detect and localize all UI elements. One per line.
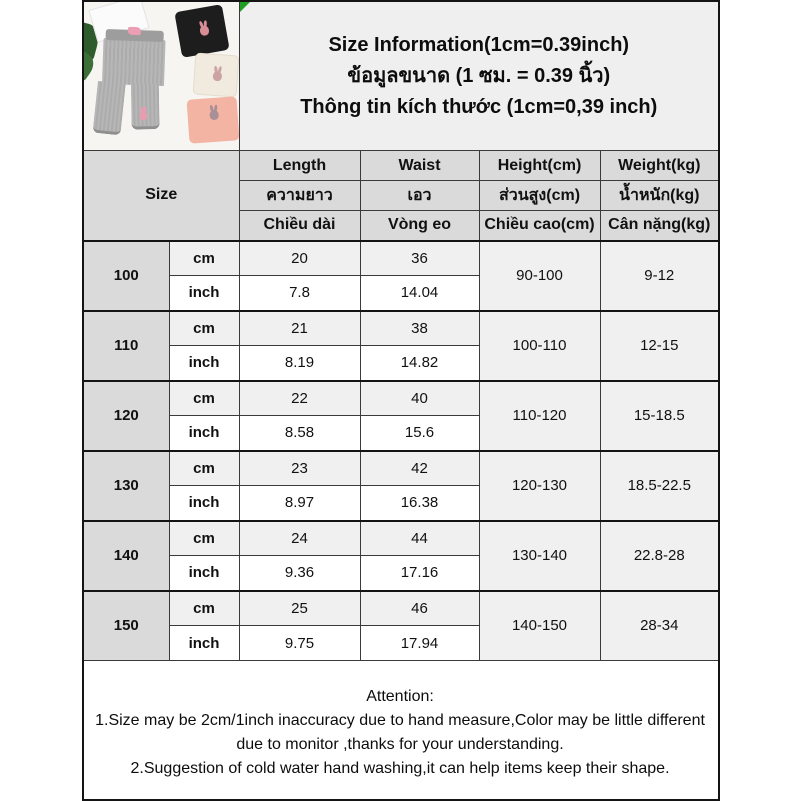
height-range: 140-150	[479, 591, 600, 661]
length-cm: 21	[239, 311, 360, 346]
bunny-applique-icon	[139, 111, 147, 120]
weight-range: 28-34	[600, 591, 719, 661]
col-header-weight-en: Weight(kg)	[600, 151, 719, 181]
unit-label-cm: cm	[169, 311, 239, 346]
title-line-th: ข้อมูลขนาด (1 ซม. = 0.39 นิ้ว)	[347, 64, 611, 87]
title-cell	[239, 1, 719, 151]
length-inch: 9.36	[239, 556, 360, 591]
cell-corner-marker-icon	[240, 2, 250, 12]
height-range: 90-100	[479, 241, 600, 311]
col-header-length-en: Length	[239, 151, 360, 181]
height-range: 100-110	[479, 311, 600, 381]
unit-label-cm: cm	[169, 451, 239, 486]
col-header-waist-en: Waist	[360, 151, 479, 181]
weight-range: 22.8-28	[600, 521, 719, 591]
title-line-vi: Thông tin kích thước (1cm=0,39 inch)	[300, 95, 658, 118]
size-table	[82, 0, 720, 801]
unit-label-inch: inch	[169, 486, 239, 521]
length-cm: 20	[239, 241, 360, 276]
length-cm: 24	[239, 521, 360, 556]
attention-heading: Attention:	[366, 687, 434, 705]
col-header-height-th: ส่วนสูง(cm)	[479, 181, 600, 211]
unit-label-inch: inch	[169, 556, 239, 591]
weight-range: 18.5-22.5	[600, 451, 719, 521]
col-header-height-en: Height(cm)	[479, 151, 600, 181]
size-value: 150	[83, 591, 169, 661]
length-inch: 9.75	[239, 626, 360, 661]
length-inch: 8.97	[239, 486, 360, 521]
attention-note-1: 1.Size may be 2cm/1inch inaccuracy due to hand measure,Color may be little different due to monitor ,thanks for your understanding.	[95, 711, 705, 753]
pink-bow-icon	[128, 27, 141, 35]
pants-left-leg	[93, 81, 126, 136]
col-header-length-vi: Chiều dài	[239, 211, 360, 241]
size-value: 120	[83, 381, 169, 451]
length-inch: 8.58	[239, 416, 360, 451]
unit-label-cm: cm	[169, 381, 239, 416]
unit-label-cm: cm	[169, 521, 239, 556]
length-cm: 23	[239, 451, 360, 486]
height-range: 110-120	[479, 381, 600, 451]
length-cm: 25	[239, 591, 360, 626]
waist-cm: 46	[360, 591, 479, 626]
waist-cm: 36	[360, 241, 479, 276]
unit-label-inch: inch	[169, 346, 239, 381]
waist-inch: 14.04	[360, 276, 479, 311]
waist-cm: 40	[360, 381, 479, 416]
unit-label-inch: inch	[169, 276, 239, 311]
weight-range: 12-15	[600, 311, 719, 381]
attention-note-2: 2.Suggestion of cold water hand washing,it can help items keep their shape.	[130, 759, 670, 777]
waist-cm: 42	[360, 451, 479, 486]
size-column-header: Size	[83, 151, 239, 241]
product-photo	[84, 2, 239, 150]
col-header-weight-th: น้ำหนัก(kg)	[600, 181, 719, 211]
waist-inch: 17.16	[360, 556, 479, 591]
unit-label-inch: inch	[169, 416, 239, 451]
pants-right-leg	[131, 83, 160, 129]
col-header-waist-th: เอว	[360, 181, 479, 211]
black-folded-top	[174, 4, 229, 58]
bunny-applique-icon	[199, 25, 210, 36]
attention-notes	[83, 661, 719, 800]
waist-cm: 44	[360, 521, 479, 556]
waist-inch: 16.38	[360, 486, 479, 521]
unit-label-cm: cm	[169, 241, 239, 276]
waist-inch: 15.6	[360, 416, 479, 451]
weight-range: 9-12	[600, 241, 719, 311]
size-value: 130	[83, 451, 169, 521]
waist-inch: 14.82	[360, 346, 479, 381]
size-value: 100	[83, 241, 169, 311]
weight-range: 15-18.5	[600, 381, 719, 451]
col-header-length-th: ความยาว	[239, 181, 360, 211]
gray-pants	[92, 29, 176, 140]
title-line-en: Size Information(1cm=0.39inch)	[328, 33, 630, 56]
size-value: 140	[83, 521, 169, 591]
pink-folded-top	[187, 96, 239, 143]
col-header-weight-vi: Cân nặng(kg)	[600, 211, 719, 241]
white-folded-top	[193, 53, 239, 98]
length-inch: 8.19	[239, 346, 360, 381]
waist-cm: 38	[360, 311, 479, 346]
col-header-waist-vi: Vòng eo	[360, 211, 479, 241]
bunny-applique-icon	[213, 71, 223, 82]
unit-label-inch: inch	[169, 626, 239, 661]
unit-label-cm: cm	[169, 591, 239, 626]
height-range: 130-140	[479, 521, 600, 591]
product-photo-cell	[83, 1, 239, 151]
height-range: 120-130	[479, 451, 600, 521]
waist-inch: 17.94	[360, 626, 479, 661]
size-value: 110	[83, 311, 169, 381]
pants-hip	[102, 38, 166, 86]
size-chart-sheet	[82, 0, 718, 798]
bunny-applique-icon	[209, 110, 219, 121]
length-inch: 7.8	[239, 276, 360, 311]
col-header-height-vi: Chiều cao(cm)	[479, 211, 600, 241]
length-cm: 22	[239, 381, 360, 416]
